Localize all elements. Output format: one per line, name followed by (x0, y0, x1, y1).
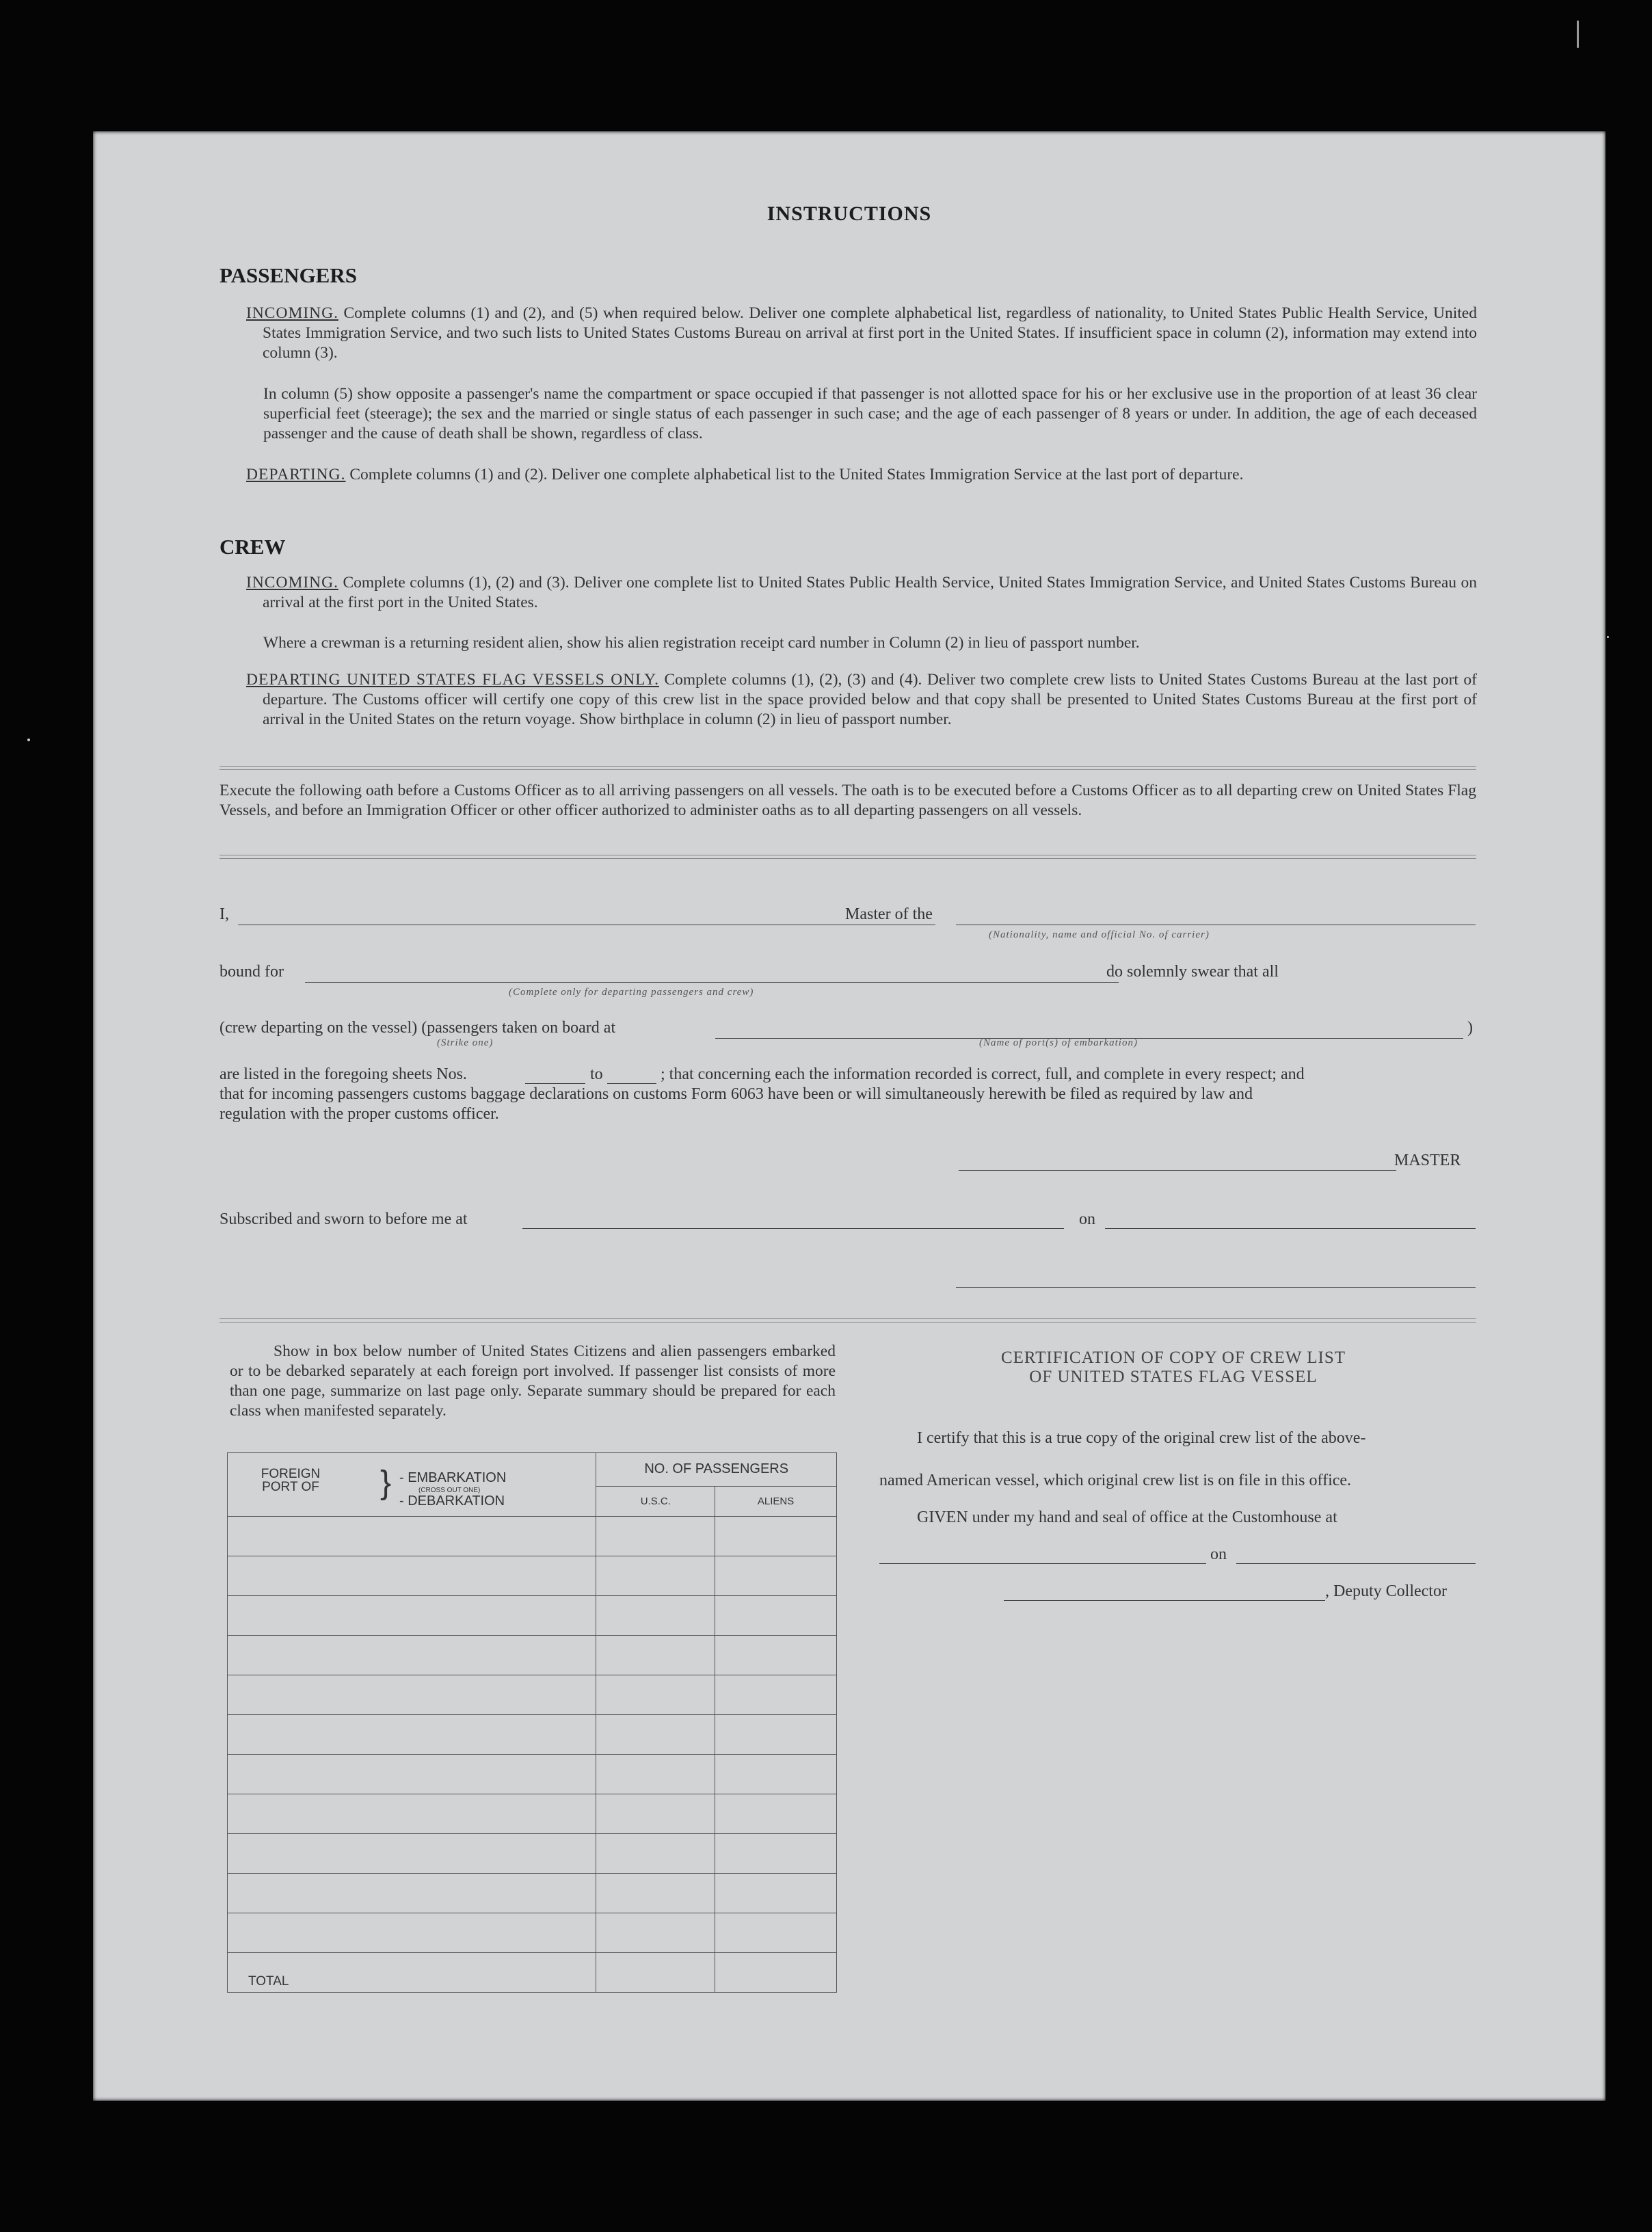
crew-departing-text: Complete columns (1), (2), (3) and (4). Deliver two complete crew lists to United States Customs Bureau at the last port of departure. The Customs officer will certify one copy of this crew list in the space provided below and that copy shall be presented to United States Customs Bureau at the first port of arrival in the United States on the return voyage. Show birthplace in column (2) in lieu of passport number. (263, 671, 1477, 728)
port-cell[interactable] (228, 1636, 596, 1675)
aliens-cell[interactable] (715, 1834, 837, 1874)
crew-heading: CREW (219, 535, 286, 559)
passengers-header-label: NO. OF PASSENGERS (644, 1461, 789, 1477)
given-text: GIVEN under my hand and seal of office at the Customhouse at (917, 1509, 1337, 1526)
embarkation-label: - EMBARKATION (399, 1470, 507, 1485)
film-speck (1607, 636, 1609, 638)
bracket-icon: } (380, 1465, 392, 1501)
listed-start: are listed in the foregoing sheets Nos. (219, 1065, 467, 1083)
aliens-header-cell (715, 1486, 837, 1516)
certification-title (866, 1348, 1481, 1387)
usc-cell[interactable] (596, 1874, 715, 1913)
aliens-cell[interactable] (715, 1755, 837, 1794)
listed-line-2: that for incoming passengers customs baggage declarations on customs Form 6063 have been or will simultaneously herewith be filed as required by law and (219, 1085, 1253, 1103)
usc-cell[interactable] (596, 1794, 715, 1834)
aliens-cell[interactable] (715, 1596, 837, 1636)
aliens-cell[interactable] (715, 1874, 837, 1913)
subscribed-date-field[interactable] (1105, 1228, 1476, 1229)
deputy-signature-field[interactable] (1004, 1600, 1325, 1601)
bound-for-caption: (Complete only for departing passengers and crew) (509, 987, 754, 998)
page-title: INSTRUCTIONS (767, 202, 932, 225)
deputy-collector-label: , Deputy Collector (1325, 1582, 1447, 1600)
close-paren: ) (1467, 1019, 1473, 1037)
table-row (228, 1596, 837, 1636)
oath-intro-paragraph: Execute the following oath before a Customs Officer as to all arriving passengers on all vessels. The oath is to be executed before a Customs Officer as to all departing crew on United States Flag Vessels, and before an Immigration Officer or other officer authorized to administer oaths as to all departing passengers on all vessels. (219, 782, 1476, 819)
crew-incoming-text: Complete columns (1), (2) and (3). Deliver one complete list to United States Public Health Service, United States Immigration Service, and United States Customs Bureau on arrival at the first port in the United States. (263, 574, 1477, 611)
film-scratch (1577, 21, 1579, 48)
officer-signature-field[interactable] (956, 1287, 1476, 1288)
customhouse-field[interactable] (879, 1563, 1206, 1564)
aliens-header-label: ALIENS (757, 1495, 795, 1507)
master-label: MASTER (1394, 1152, 1461, 1169)
port-cell[interactable] (228, 1517, 596, 1556)
table-row (228, 1913, 837, 1953)
debarkation-label: - DEBARKATION (399, 1493, 505, 1509)
strike-text: (crew departing on the vessel) (passengers taken on board at (219, 1019, 616, 1037)
aliens-cell[interactable] (715, 1675, 837, 1715)
passengers-departing-label: DEPARTING. (246, 466, 346, 483)
crew-incoming-paragraph (246, 573, 1477, 613)
aliens-cell[interactable] (715, 1517, 837, 1556)
aliens-cell[interactable] (715, 1636, 837, 1675)
usc-cell[interactable] (596, 1913, 715, 1953)
certify-line-2: named American vessel, which original crew list is on file in this office. (879, 1472, 1352, 1489)
film-speck (27, 739, 30, 741)
total-usc-cell[interactable] (596, 1953, 715, 1993)
usc-header-cell (596, 1486, 715, 1516)
table-row (228, 1556, 837, 1596)
usc-cell[interactable] (596, 1675, 715, 1715)
usc-cell[interactable] (596, 1715, 715, 1755)
table-row (228, 1834, 837, 1874)
crew-departing-label: DEPARTING UNITED STATES FLAG VESSELS ONLY. (246, 671, 659, 689)
subscribed-label: Subscribed and sworn to before me at (219, 1210, 468, 1228)
summary-instructions: Show in box below number of United States Citizens and alien passengers embarked or to be debarked separately at each foreign port involved. If passenger list consists of more than one page, summarize on last page only. Separate summary should be prepared for each class when manifested separately. (230, 1342, 836, 1420)
passengers-incoming-paragraph (246, 304, 1477, 363)
table-row (228, 1636, 837, 1675)
port-cell[interactable] (228, 1794, 596, 1834)
passenger-summary-table (227, 1452, 837, 1993)
usc-cell[interactable] (596, 1596, 715, 1636)
oath-i-label: I, (219, 905, 229, 923)
table-row (228, 1675, 837, 1715)
listed-rest: ; that concerning each the information recorded is correct, full, and complete in every respect; and (661, 1065, 1305, 1083)
certification-on-label: on (1210, 1545, 1227, 1563)
passengers-departing-text: Complete columns (1) and (2). Deliver one complete alphabetical list to the United States Immigration Service at the last port of departure. (345, 466, 1244, 483)
certification-title-line-2: OF UNITED STATES FLAG VESSEL (1029, 1368, 1318, 1386)
cross-out-label: (CROSS OUT ONE) (418, 1487, 481, 1494)
usc-cell[interactable] (596, 1755, 715, 1794)
subscribed-place-field[interactable] (522, 1228, 1064, 1229)
passengers-incoming-label: INCOMING. (246, 304, 338, 322)
table-row (228, 1794, 837, 1834)
aliens-cell[interactable] (715, 1913, 837, 1953)
master-signature-field[interactable] (959, 1170, 1396, 1171)
section-divider (219, 1318, 1476, 1323)
passengers-header-cell (596, 1453, 837, 1487)
port-cell[interactable] (228, 1834, 596, 1874)
aliens-cell[interactable] (715, 1794, 837, 1834)
sheet-to-field[interactable] (607, 1083, 656, 1084)
port-cell[interactable] (228, 1596, 596, 1636)
port-header-cell (228, 1453, 596, 1517)
listed-line-3: regulation with the proper customs officer. (219, 1105, 499, 1123)
passengers-incoming-text: Complete columns (1) and (2), and (5) when required below. Deliver one complete alphabetical list, regardless of nationality, to United States Public Health Service, United States Immigration Service, and two such lists to United States Customs Bureau on arrival at first port in the United States. If insufficient space in column (2), information may extend into column (3). (263, 304, 1477, 362)
port-cell[interactable] (228, 1874, 596, 1913)
section-divider (219, 855, 1476, 859)
port-cell[interactable] (228, 1715, 596, 1755)
master-of-label: Master of the (845, 905, 933, 923)
section-divider (219, 766, 1476, 770)
subscribed-on-label: on (1079, 1210, 1095, 1228)
usc-cell[interactable] (596, 1517, 715, 1556)
strike-caption: (Strike one) (437, 1037, 494, 1048)
table-row (228, 1874, 837, 1913)
table-row (228, 1517, 837, 1556)
table-row (228, 1755, 837, 1794)
usc-cell[interactable] (596, 1834, 715, 1874)
table-row (228, 1715, 837, 1755)
aliens-cell[interactable] (715, 1715, 837, 1755)
total-label: TOTAL (248, 1974, 289, 1989)
crew-departing-paragraph (246, 670, 1477, 730)
passengers-departing-paragraph (246, 465, 1477, 485)
certification-date-field[interactable] (1236, 1563, 1476, 1564)
usc-cell[interactable] (596, 1556, 715, 1596)
bound-for-field[interactable] (305, 982, 1119, 983)
total-aliens-cell[interactable] (715, 1953, 837, 1993)
certify-line-1: I certify that this is a true copy of the original crew list of the above- (917, 1429, 1366, 1447)
passengers-column5-paragraph: In column (5) show opposite a passenger's name the compartment or space occupied if that passenger is not allotted space for his or her exclusive use in the proportion of at least 36 clear superficial feet (steerage); the sex and the married or single status of each passenger in such case; and the age of each passenger of 8 years or under. In addition, the age of each deceased passenger and the cause of death shall be shown, regardless of class. (263, 385, 1477, 442)
usc-cell[interactable] (596, 1636, 715, 1675)
crew-resident-paragraph: Where a crewman is a returning resident alien, show his alien registration receipt card number in Column (2) in lieu of passport number. (263, 634, 1140, 652)
swear-label: do solemnly swear that all (1106, 963, 1279, 981)
total-label-cell (228, 1953, 596, 1993)
aliens-cell[interactable] (715, 1556, 837, 1596)
usc-header-label: U.S.C. (640, 1495, 671, 1507)
bound-for-label: bound for (219, 963, 284, 981)
sheet-from-field[interactable] (525, 1083, 585, 1084)
crew-incoming-label: INCOMING. (246, 574, 338, 592)
port-cell[interactable] (228, 1913, 596, 1953)
embarkation-ports-caption: (Name of port(s) of embarkation) (979, 1037, 1138, 1048)
carrier-caption: (Nationality, name and official No. of carrier) (989, 929, 1210, 940)
passengers-heading: PASSENGERS (219, 263, 357, 287)
port-cell[interactable] (228, 1755, 596, 1794)
port-cell[interactable] (228, 1675, 596, 1715)
document-page (93, 131, 1606, 2101)
listed-to: to (590, 1065, 603, 1083)
certification-title-line-1: CERTIFICATION OF COPY OF CREW LIST (1000, 1348, 1346, 1367)
port-cell[interactable] (228, 1556, 596, 1596)
port-header-label: FOREIGN PORT OF (261, 1467, 321, 1494)
